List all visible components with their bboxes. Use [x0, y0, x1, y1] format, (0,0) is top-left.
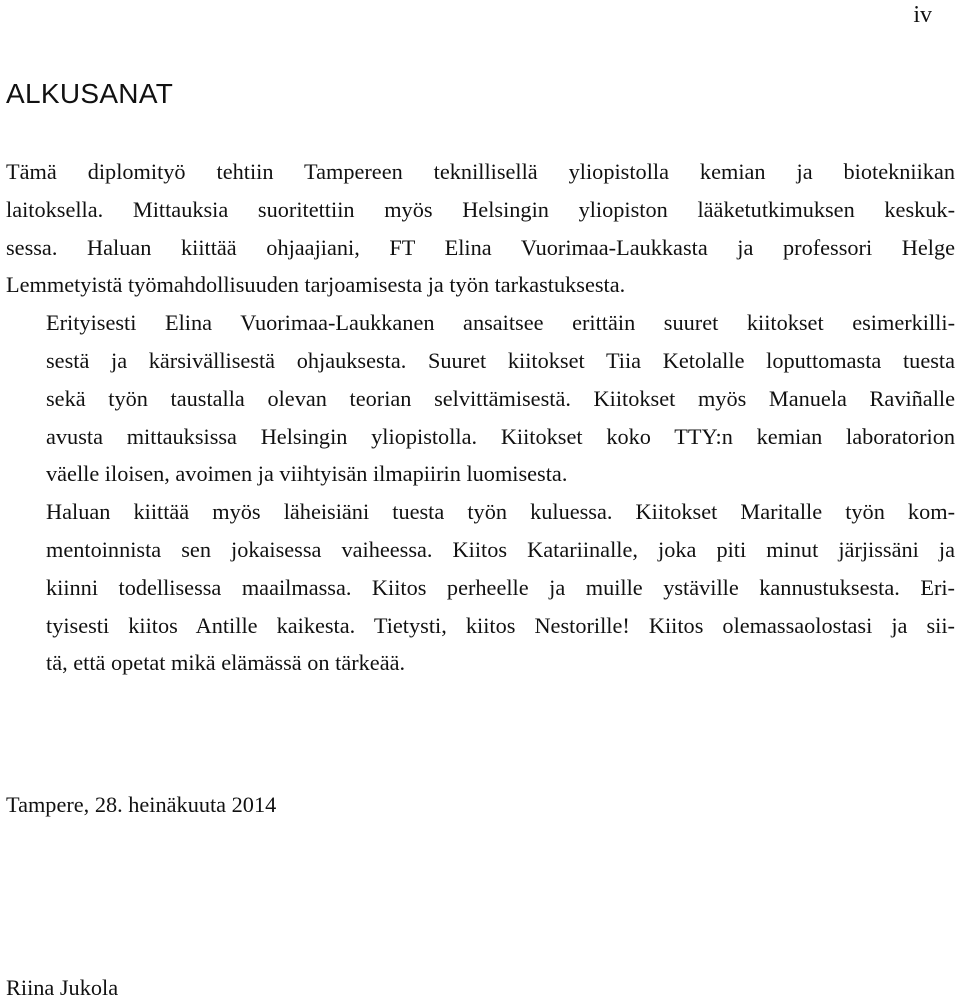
text-line: kiinni todellisessa maailmassa. Kiitos perheelle ja muille ystäville kannustuksesta. Eri- — [46, 574, 955, 600]
signature-name: Riina Jukola — [6, 975, 119, 1000]
text-line: tä, että opetat mikä elämässä on tärkeää. — [46, 650, 406, 676]
section-heading: ALKUSANAT — [6, 78, 174, 109]
text-line: Erityisesti Elina Vuorimaa-Laukkanen ansaitsee erittäin suuret kiitokset esimerkilli- — [46, 310, 955, 336]
text-line: Lemmetyistä työmahdollisuuden tarjoamisesta ja työn tarkastuksesta. — [6, 272, 626, 298]
signature-place-date: Tampere, 28. heinäkuuta 2014 — [6, 792, 277, 817]
text-line: laitoksella. Mittauksia suoritettiin myös Helsingin yliopiston lääketutkimuksen keskuk- — [6, 196, 955, 222]
text-line: mentoinnista sen jokaisessa vaiheessa. Kiitos Katariinalle, joka piti minut järjissäni ja — [46, 536, 955, 562]
paragraph-2 — [6, 304, 955, 493]
paragraph-3 — [6, 493, 955, 682]
text-line: sekä työn taustalla olevan teorian selvittämisestä. Kiitokset myös Manuela Raviñalle — [46, 385, 955, 411]
text-line: tyisesti kiitos Antille kaikesta. Tietysti, kiitos Nestorille! Kiitos olemassaolostasi ja sii- — [46, 612, 955, 638]
text-line: väelle iloisen, avoimen ja viihtyisän ilmapiirin luomisesta. — [46, 461, 568, 487]
text-line: Tämä diplomityö tehtiin Tampereen teknillisellä yliopistolla kemian ja biotekniikan — [6, 159, 955, 184]
body-text — [6, 153, 955, 682]
text-line: Haluan kiittää myös läheisiäni tuesta työn kuluessa. Kiitokset Maritalle työn kom- — [46, 499, 955, 525]
text-line: avusta mittauksissa Helsingin yliopistolla. Kiitokset koko TTY:n kemian laboratorion — [46, 423, 955, 449]
text-line: sessa. Haluan kiittää ohjaajiani, FT Elina Vuorimaa-Laukkasta ja professori Helge — [6, 234, 955, 260]
paragraph-1 — [6, 153, 955, 304]
text-line: sestä ja kärsivällisestä ohjauksesta. Suuret kiitokset Tiia Ketolalle loputtomasta tuesta — [46, 347, 955, 373]
page-number: iv — [913, 2, 932, 28]
